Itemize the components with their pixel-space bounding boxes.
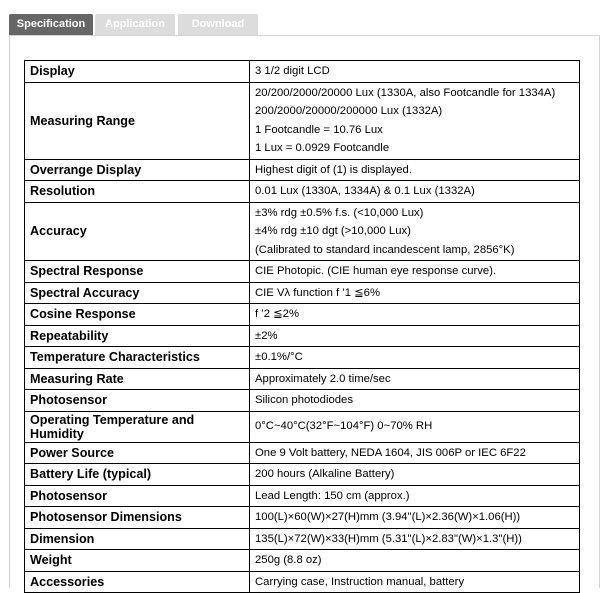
spec-label: Accuracy bbox=[25, 202, 250, 261]
spec-row bbox=[25, 550, 580, 572]
spec-row bbox=[25, 528, 580, 550]
spec-label: Temperature Characteristics bbox=[25, 347, 250, 369]
spec-label: Overrange Display bbox=[25, 159, 250, 181]
spec-label: Dimension bbox=[25, 528, 250, 550]
spec-value-line: 200/2000/20000/200000 Lux (1332A) bbox=[255, 105, 443, 117]
spec-row bbox=[25, 347, 580, 369]
spec-row bbox=[25, 368, 580, 390]
spec-row bbox=[25, 507, 580, 529]
spec-value bbox=[250, 261, 580, 283]
spec-row bbox=[25, 159, 580, 181]
spec-label: Spectral Response bbox=[25, 261, 250, 283]
spec-label: Spectral Accuracy bbox=[25, 282, 250, 304]
spec-value-line: Highest digit of (1) is displayed. bbox=[255, 163, 412, 176]
spec-value bbox=[250, 304, 580, 326]
spec-value bbox=[250, 181, 580, 203]
spec-value-line: 20/200/2000/20000 Lux (1330A, also Footcandle for 1334A) bbox=[255, 86, 556, 99]
spec-row bbox=[25, 82, 580, 159]
tab-bar bbox=[0, 0, 601, 38]
spec-value bbox=[250, 282, 580, 304]
spec-label: Cosine Response bbox=[25, 304, 250, 326]
spec-row bbox=[25, 261, 580, 283]
spec-value bbox=[250, 202, 580, 261]
spec-value-line: 200 hours (Alkaline Battery) bbox=[255, 468, 395, 480]
spec-row bbox=[25, 282, 580, 304]
spec-value-line: ±3% rdg ±0.5% f.s. (<10,000 Lux) bbox=[255, 206, 424, 219]
tab-download[interactable]: Download bbox=[178, 14, 258, 35]
spec-value bbox=[250, 571, 580, 593]
spec-label: Operating Temperature and Humidity bbox=[25, 411, 250, 442]
spec-label: Repeatability bbox=[25, 325, 250, 347]
spec-value-line: ±2% bbox=[255, 329, 278, 342]
spec-value bbox=[250, 347, 580, 369]
spec-row bbox=[25, 485, 580, 507]
spec-row bbox=[25, 464, 580, 486]
spec-label: Photosensor bbox=[25, 390, 250, 412]
spec-label: Measuring Range bbox=[25, 82, 250, 159]
spec-value-line: ±0.1%/°C bbox=[255, 351, 303, 363]
spec-value bbox=[250, 485, 580, 507]
spec-row bbox=[25, 390, 580, 412]
spec-value bbox=[250, 464, 580, 486]
specification-table bbox=[24, 60, 580, 593]
spec-value bbox=[250, 442, 580, 464]
spec-label: Photosensor Dimensions bbox=[25, 507, 250, 529]
spec-label: Display bbox=[25, 61, 250, 83]
spec-row bbox=[25, 304, 580, 326]
spec-value bbox=[250, 528, 580, 550]
spec-value-line: ±4% rdg ±10 dgt (>10,000 Lux) bbox=[255, 225, 411, 237]
spec-value-line: 1 Footcandle = 10.76 Lux bbox=[255, 123, 383, 136]
spec-row bbox=[25, 411, 580, 442]
spec-value-line: Lead Length: 150 cm (approx.) bbox=[255, 489, 410, 502]
spec-value-line: 250g (8.8 oz) bbox=[255, 554, 322, 566]
spec-row bbox=[25, 202, 580, 261]
spec-row bbox=[25, 61, 580, 83]
spec-value-line: One 9 Volt battery, NEDA 1604, JIS 006P or IEC 6F22 bbox=[255, 446, 526, 459]
spec-value-line: 100(L)×60(W)×27(H)mm (3.94"(L)×2.36(W)×1.06(H)) bbox=[255, 511, 521, 523]
spec-value-line: CIE Vλ function f ’1 ≦6% bbox=[255, 286, 380, 299]
tab-panel-left-border bbox=[9, 35, 10, 588]
spec-value-line: Approximately 2.0 time/sec bbox=[255, 372, 391, 385]
spec-label: Resolution bbox=[25, 181, 250, 203]
spec-value bbox=[250, 390, 580, 412]
spec-value-line: 135(L)×72(W)×33(H)mm (5.31"(L)×2.83"(W)×1.3"(H)) bbox=[255, 532, 522, 545]
spec-label: Accessories bbox=[25, 571, 250, 593]
spec-value bbox=[250, 61, 580, 83]
spec-label: Photosensor bbox=[25, 485, 250, 507]
tab-specification[interactable]: Specification bbox=[9, 14, 93, 35]
spec-value-line: CIE Photopic. (CIE human eye response curve). bbox=[255, 265, 497, 277]
spec-label: Battery Life (typical) bbox=[25, 464, 250, 486]
tab-panel-right-border bbox=[599, 35, 600, 588]
spec-label: Weight bbox=[25, 550, 250, 572]
spec-row bbox=[25, 325, 580, 347]
spec-value-line: Silicon photodiodes bbox=[255, 394, 353, 406]
spec-value-line: 0°C~40°C(32°F~104°F) 0~70% RH bbox=[255, 420, 433, 433]
spec-value bbox=[250, 159, 580, 181]
spec-value bbox=[250, 82, 580, 159]
tab-application[interactable]: Application bbox=[95, 14, 175, 35]
spec-label: Power Source bbox=[25, 442, 250, 464]
spec-value bbox=[250, 550, 580, 572]
spec-value bbox=[250, 411, 580, 442]
spec-label: Measuring Rate bbox=[25, 368, 250, 390]
spec-value-line: (Calibrated to standard incandescent lamp, 2856°K) bbox=[255, 243, 515, 256]
spec-value bbox=[250, 507, 580, 529]
spec-value-line: Carrying case, Instruction manual, battery bbox=[255, 575, 465, 588]
spec-value-line: 0.01 Lux (1330A, 1334A) & 0.1 Lux (1332A) bbox=[255, 185, 475, 197]
spec-row bbox=[25, 571, 580, 593]
spec-value bbox=[250, 325, 580, 347]
spec-value-line: 1 Lux = 0.0929 Footcandle bbox=[255, 142, 390, 154]
tab-panel-top-border bbox=[9, 35, 600, 36]
spec-row bbox=[25, 442, 580, 464]
spec-value-line: f ’2 ≦2% bbox=[255, 308, 300, 320]
spec-row bbox=[25, 181, 580, 203]
spec-value bbox=[250, 368, 580, 390]
spec-value-line: 3 1/2 digit LCD bbox=[255, 65, 330, 77]
